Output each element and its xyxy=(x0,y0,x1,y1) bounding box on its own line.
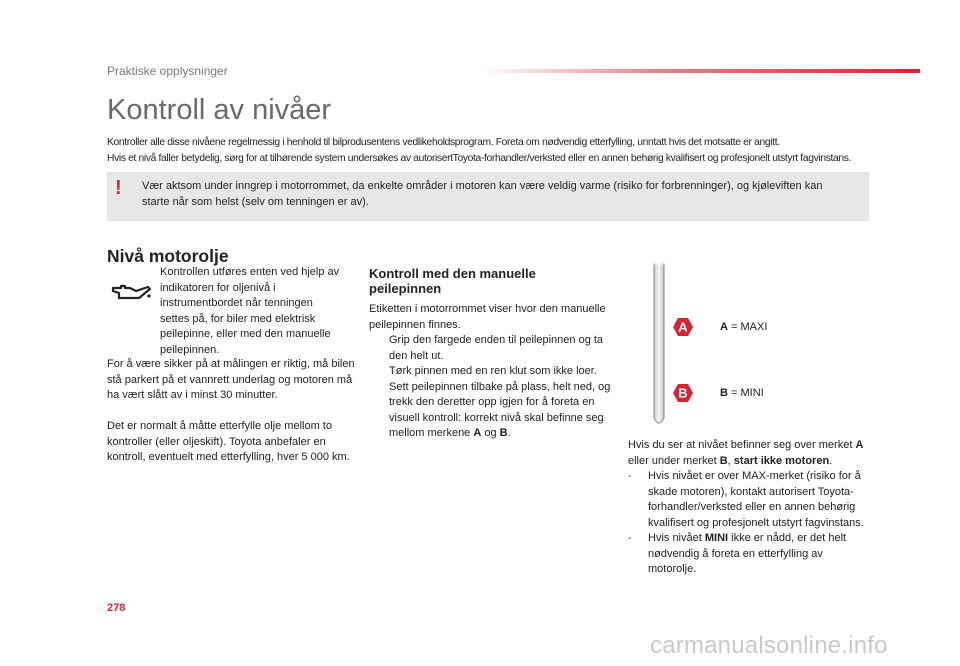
dipstick-illustration xyxy=(652,262,666,426)
intro-line-1: Kontroller alle disse nivåene regelmessig i henhold til bilprodusentens vedlikeholdsprogram. Foreta om nødvendig etterfylling, unntatt hvis det motsatte er angitt. xyxy=(107,137,780,148)
svg-text:B: B xyxy=(678,385,688,401)
oil-para-conditions: For å være sikker på at målingen er riktig, må bilen stå parkert på et vannrett underlag og motoren må ha vært slått av i minst 30 minutter. xyxy=(107,358,355,401)
list-item xyxy=(369,364,614,380)
oil-can-icon xyxy=(110,282,152,304)
list-item: - Hvis nivået MINI ikke er nådd, er det helt nødvendig å foreta en etterfylling av motorolje. xyxy=(628,532,847,575)
step-text: Tørk pinnen med en ren klut som ikke loer. xyxy=(389,365,597,377)
dash-marker: - xyxy=(628,471,632,482)
warning-icon: ! xyxy=(115,177,122,199)
manual-intro: Etiketten i motorrommet viser hvor den manuelle peilepinnen finnes. xyxy=(369,303,606,331)
maxi-label: A = MAXI xyxy=(720,321,768,333)
section-label: Praktiske opplysninger xyxy=(107,64,228,78)
marker-a-icon xyxy=(673,317,693,337)
mini-label: B = MINI xyxy=(720,387,764,399)
oil-para-topup: Det er normalt å måtte etterfylle olje mellom to kontroller (eller oljeskift). Toyota anbefaler en kontroll, eventuelt med etterfylling, hver 5 000 km. xyxy=(107,420,350,463)
intro-line-2: Hvis et nivå faller betydelig, sørg for at tilhørende system undersøkes av autorisertToyota-forhandler/verksted eller en annen behørig kvalifisert og profesjonelt utstyrt fagvinstans. xyxy=(107,153,852,164)
intro-text xyxy=(107,135,851,167)
svg-text:A: A xyxy=(678,319,688,335)
manual-dipstick-heading: Kontroll med den manuelle peilepinnen xyxy=(369,266,536,296)
warning-text: Vær aktsom under inngrep i motorrommet, da enkelte områder i motoren kan være veldig varme (risiko for forbrenninger), og kjøleviften kan starte når som helst (selv om tenningen er av). xyxy=(142,180,823,208)
manual-dipstick-text xyxy=(369,302,614,442)
page-number: 278 xyxy=(107,602,126,614)
page-title: Kontroll av nivåer xyxy=(107,94,332,126)
header-accent-bar xyxy=(480,69,920,73)
level-advice-intro: Hvis du ser at nivået befinner seg over merket A eller under merket B, start ikke motoren. xyxy=(628,439,864,467)
marker-b-icon xyxy=(673,383,693,403)
oil-level-heading: Nivå motorolje xyxy=(107,246,229,266)
list-item xyxy=(369,333,614,364)
list-item xyxy=(369,380,614,442)
watermark: carmanualsonline.info xyxy=(650,632,888,659)
step-text: Sett peilepinnen tilbake på plass, helt ned, og trekk den deretter opp igjen for å foreta en visuell kontroll: korrekt nivå skal befinne seg mellom merkene A og B. xyxy=(389,380,611,439)
list-item: - Hvis nivået er over MAX-merket (risiko for å skade motoren), kontakt autorisert Toyota-forhandler/verksted eller en annen behørig kvalifisert og profesjonelt utstyrt fagvinstans. xyxy=(628,470,864,529)
step-text: Grip den fargede enden til peilepinnen og ta den helt ut. xyxy=(389,334,604,362)
dash-marker: - xyxy=(628,533,632,544)
oil-para-indicator: Kontrollen utføres enten ved hjelp av indikatoren for oljenivå i instrumentbordet når tenningen settes på, for biler med elektrisk peilepinne, eller med den manuelle peilepinnen. xyxy=(160,266,340,356)
level-advice xyxy=(628,438,868,578)
level-advice-list xyxy=(628,469,868,578)
manual-steps xyxy=(369,333,614,442)
